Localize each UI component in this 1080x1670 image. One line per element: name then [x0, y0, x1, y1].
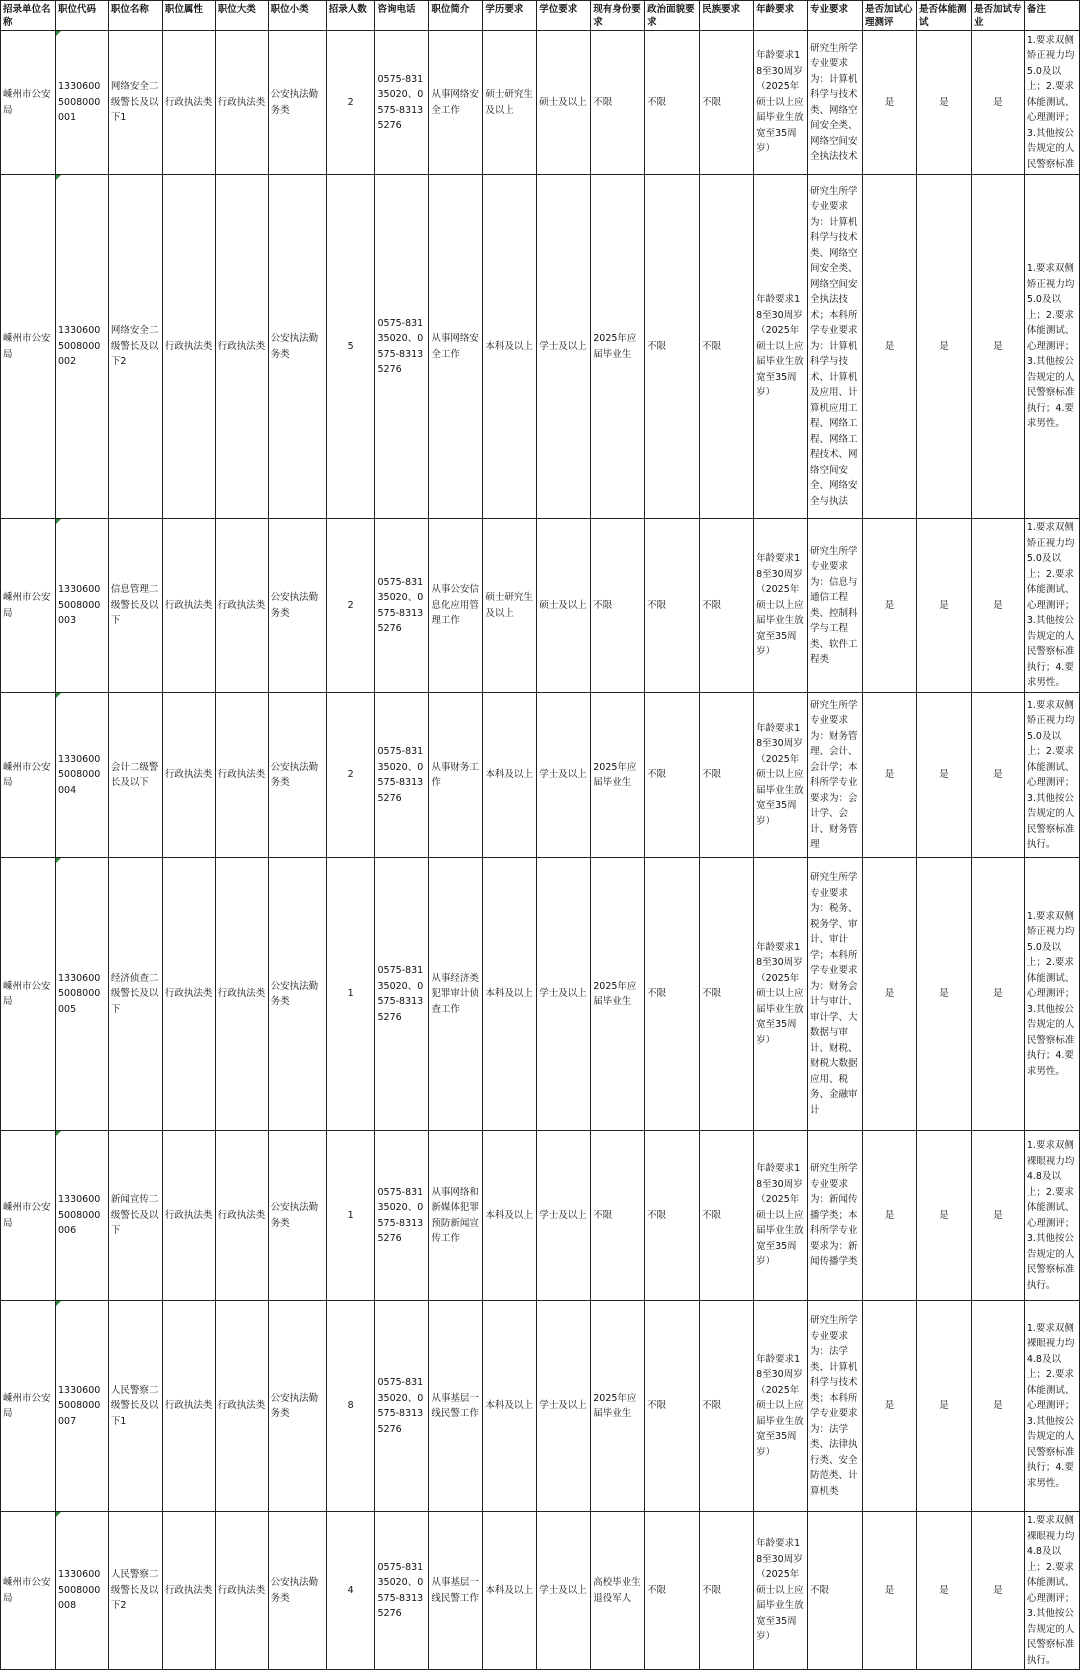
minor-cat-cell: 公安执法勤务类: [268, 1131, 326, 1301]
code-cell: [55, 693, 108, 858]
extra-test-cell: 是: [971, 519, 1024, 693]
identity-cell: 2025年应届毕业生: [591, 175, 645, 519]
edu-cell: 本科及以上: [483, 1512, 537, 1670]
remark-cell: 1.要求双侧裸眼视力均4.8及以上；2.要求体能测试、心理测评；3.其他按公告规定的人民警察标准执行；4.要求男性。: [1024, 1301, 1079, 1512]
title-cell: 人民警察二级警长及以下2: [108, 1512, 162, 1670]
code-cell: [55, 519, 108, 693]
phone-cell: 0575-83135020、0575-83135276: [375, 1512, 429, 1670]
ethnic-cell: 不限: [700, 1301, 754, 1512]
comment-marker-icon: [56, 693, 61, 698]
extra-test-cell: 是: [971, 1131, 1024, 1301]
extra-test-cell: 是: [971, 31, 1024, 175]
major-cat-cell: 行政执法类: [215, 175, 268, 519]
age-cell: 年龄要求18至30周岁（2025年硕士以上应届毕业生放宽至35周岁）: [754, 1131, 808, 1301]
degree-cell: 学士及以上: [537, 1131, 591, 1301]
physical-test-cell: 是: [916, 693, 971, 858]
comment-marker-icon: [56, 858, 61, 863]
physical-test-cell: 是: [916, 1301, 971, 1512]
header-cell: 招录单位名称: [1, 1, 56, 31]
degree-cell: 学士及以上: [537, 1512, 591, 1670]
physical-test-cell: 是: [916, 519, 971, 693]
table-row: [1, 31, 1080, 175]
count-cell: 1: [326, 1131, 375, 1301]
count-cell: 8: [326, 1301, 375, 1512]
comment-marker-icon: [56, 175, 61, 180]
header-cell: 是否加试专业: [971, 1, 1024, 31]
major-cat-cell: 行政执法类: [215, 693, 268, 858]
code-text: 13306005008000007: [57, 1384, 101, 1427]
identity-cell: 不限: [591, 519, 645, 693]
code-text: 13306005008000003: [57, 584, 101, 627]
header-cell: 职位简介: [429, 1, 483, 31]
title-cell: 经济侦查二级警长及以下: [108, 858, 162, 1131]
title-cell: 人民警察二级警长及以下1: [108, 1301, 162, 1512]
intro-cell: 从事网络安全工作: [429, 175, 483, 519]
minor-cat-cell: 公安执法勤务类: [268, 858, 326, 1131]
degree-cell: 学士及以上: [537, 1301, 591, 1512]
political-cell: 不限: [645, 858, 700, 1131]
edu-cell: 本科及以上: [483, 1131, 537, 1301]
psych-test-cell: 是: [863, 693, 917, 858]
intro-cell: 从事基层一线民警工作: [429, 1301, 483, 1512]
attr-cell: 行政执法类: [162, 519, 215, 693]
psych-test-cell: 是: [863, 1512, 917, 1670]
extra-test-cell: 是: [971, 1301, 1024, 1512]
age-cell: 年龄要求18至30周岁（2025年硕士以上应届毕业生放宽至35周岁）: [754, 519, 808, 693]
age-cell: 年龄要求18至30周岁（2025年硕士以上应届毕业生放宽至35周岁）: [754, 31, 808, 175]
minor-cat-cell: 公安执法勤务类: [268, 31, 326, 175]
minor-cat-cell: 公安执法勤务类: [268, 175, 326, 519]
table-row: [1, 1512, 1080, 1670]
intro-cell: 从事经济类犯罪审计侦查工作: [429, 858, 483, 1131]
identity-cell: 2025年应届毕业生: [591, 858, 645, 1131]
table-row: [1, 858, 1080, 1131]
intro-cell: 从事网络和新媒体犯罪预防新闻宣传工作: [429, 1131, 483, 1301]
count-cell: 2: [326, 693, 375, 858]
phone-cell: 0575-83135020、0575-83135276: [375, 31, 429, 175]
header-cell: 是否体能测试: [916, 1, 971, 31]
remark-cell: 1.要求双侧矫正视力均5.0及以上；2.要求体能测试、心理测评；3.其他按公告规定的人民警察标准执行；4.要求男性。: [1024, 519, 1079, 693]
physical-test-cell: 是: [916, 31, 971, 175]
intro-cell: 从事基层一线民警工作: [429, 1512, 483, 1670]
code-text: 13306005008000008: [57, 1569, 101, 1612]
code-text: 13306005008000005: [57, 972, 101, 1015]
comment-marker-icon: [56, 519, 61, 524]
major-req-cell: 研究生所学专业要求为：财务管理、会计、会计学；本科所学专业要求为：会计学、会计、财务管理: [808, 693, 863, 858]
degree-cell: 学士及以上: [537, 175, 591, 519]
comment-marker-icon: [56, 1512, 61, 1517]
code-cell: [55, 858, 108, 1131]
unit-cell: 嵊州市公安局: [1, 175, 56, 519]
extra-test-cell: 是: [971, 1512, 1024, 1670]
political-cell: 不限: [645, 519, 700, 693]
header-cell: 现有身份要求: [591, 1, 645, 31]
major-req-cell: 研究生所学专业要求为：信息与通信工程类、控制科学与工程类、软件工程类: [808, 519, 863, 693]
ethnic-cell: 不限: [700, 175, 754, 519]
attr-cell: 行政执法类: [162, 175, 215, 519]
count-cell: 4: [326, 1512, 375, 1670]
minor-cat-cell: 公安执法勤务类: [268, 1301, 326, 1512]
major-req-cell: 研究生所学专业要求为：新闻传播学类；本科所学专业要求为：新闻传播学类: [808, 1131, 863, 1301]
header-cell: 民族要求: [700, 1, 754, 31]
header-cell: 职位名称: [108, 1, 162, 31]
code-text: 13306005008000006: [57, 1194, 101, 1237]
header-cell: 职位代码: [55, 1, 108, 31]
header-cell: 学历要求: [483, 1, 537, 31]
unit-cell: 嵊州市公安局: [1, 31, 56, 175]
header-cell: 咨询电话: [375, 1, 429, 31]
comment-marker-icon: [56, 1301, 61, 1306]
identity-cell: 2025年应届毕业生: [591, 1301, 645, 1512]
code-cell: [55, 1512, 108, 1670]
count-cell: 2: [326, 519, 375, 693]
major-req-cell: 研究生所学专业要求为：计算机科学与技术类、网络空间安全类、网络空间安全执法技术；本科所学专业要求为：计算机科学与技术、计算机及应用、计算机应用工程、网络工程、网络工程技术、网络空间安全、网络安全与执法: [808, 175, 863, 519]
ethnic-cell: 不限: [700, 31, 754, 175]
title-cell: 网络安全二级警长及以下2: [108, 175, 162, 519]
degree-cell: 硕士及以上: [537, 519, 591, 693]
unit-cell: 嵊州市公安局: [1, 1512, 56, 1670]
header-cell: 招录人数: [326, 1, 375, 31]
attr-cell: 行政执法类: [162, 858, 215, 1131]
comment-marker-icon: [56, 31, 61, 36]
major-cat-cell: 行政执法类: [215, 1301, 268, 1512]
psych-test-cell: 是: [863, 1131, 917, 1301]
code-cell: [55, 175, 108, 519]
physical-test-cell: 是: [916, 1512, 971, 1670]
edu-cell: 本科及以上: [483, 1301, 537, 1512]
title-cell: 网络安全二级警长及以下1: [108, 31, 162, 175]
edu-cell: 本科及以上: [483, 693, 537, 858]
identity-cell: 不限: [591, 31, 645, 175]
unit-cell: 嵊州市公安局: [1, 1131, 56, 1301]
age-cell: 年龄要求18至30周岁（2025年硕士以上应届毕业生放宽至35周岁）: [754, 1512, 808, 1670]
psych-test-cell: 是: [863, 175, 917, 519]
minor-cat-cell: 公安执法勤务类: [268, 519, 326, 693]
intro-cell: 从事公安信息化应用管理工作: [429, 519, 483, 693]
major-cat-cell: 行政执法类: [215, 858, 268, 1131]
minor-cat-cell: 公安执法勤务类: [268, 1512, 326, 1670]
phone-cell: 0575-83135020、0575-83135276: [375, 1131, 429, 1301]
extra-test-cell: 是: [971, 693, 1024, 858]
header-cell: 备注: [1024, 1, 1079, 31]
degree-cell: 硕士及以上: [537, 31, 591, 175]
ethnic-cell: 不限: [700, 693, 754, 858]
attr-cell: 行政执法类: [162, 1301, 215, 1512]
count-cell: 5: [326, 175, 375, 519]
major-req-cell: 研究生所学专业要求为：税务、税务学、审计、审计学；本科所学专业要求为：财务会计与审计、审计学、大数据与审计、财税、财税大数据应用、税务、金融审计: [808, 858, 863, 1131]
identity-cell: 不限: [591, 1131, 645, 1301]
table-row: [1, 1131, 1080, 1301]
physical-test-cell: 是: [916, 1131, 971, 1301]
political-cell: 不限: [645, 175, 700, 519]
unit-cell: 嵊州市公安局: [1, 1301, 56, 1512]
remark-cell: 1.要求双侧裸眼视力均4.8及以上；2.要求体能测试、心理测评；3.其他按公告规定的人民警察标准执行。: [1024, 1512, 1079, 1670]
age-cell: 年龄要求18至30周岁（2025年硕士以上应届毕业生放宽至35周岁）: [754, 858, 808, 1131]
extra-test-cell: 是: [971, 858, 1024, 1131]
political-cell: 不限: [645, 31, 700, 175]
title-cell: 会计二级警长及以下: [108, 693, 162, 858]
table-row: [1, 519, 1080, 693]
count-cell: 2: [326, 31, 375, 175]
phone-cell: 0575-83135020、0575-83135276: [375, 1301, 429, 1512]
attr-cell: 行政执法类: [162, 1131, 215, 1301]
header-cell: 年龄要求: [754, 1, 808, 31]
table-row: [1, 1301, 1080, 1512]
political-cell: 不限: [645, 1301, 700, 1512]
age-cell: 年龄要求18至30周岁（2025年硕士以上应届毕业生放宽至35周岁）: [754, 175, 808, 519]
edu-cell: 硕士研究生及以上: [483, 31, 537, 175]
identity-cell: 2025年应届毕业生: [591, 693, 645, 858]
major-req-cell: 研究生所学专业要求为：法学类、计算机科学与技术类；本科所学专业要求为：法学类、法律执行类、安全防范类、计算机类: [808, 1301, 863, 1512]
remark-cell: 1.要求双侧矫正视力均5.0及以上；2.要求体能测试、心理测评；3.其他按公告规定的人民警察标准执行。: [1024, 693, 1079, 858]
physical-test-cell: 是: [916, 175, 971, 519]
code-cell: [55, 1131, 108, 1301]
degree-cell: 学士及以上: [537, 858, 591, 1131]
unit-cell: 嵊州市公安局: [1, 693, 56, 858]
remark-cell: 1.要求双侧矫正视力均5.0及以上；2.要求体能测试、心理测评；3.其他按公告规定的人民警察标准执行；4.要求男性。: [1024, 175, 1079, 519]
phone-cell: 0575-83135020、0575-83135276: [375, 175, 429, 519]
header-cell: 职位小类: [268, 1, 326, 31]
table-row: [1, 693, 1080, 858]
attr-cell: 行政执法类: [162, 693, 215, 858]
table-row: [1, 175, 1080, 519]
intro-cell: 从事财务工作: [429, 693, 483, 858]
code-text: 13306005008000004: [57, 753, 101, 796]
phone-cell: 0575-83135020、0575-83135276: [375, 519, 429, 693]
remark-cell: 1.要求双侧矫正视力均5.0及以上；2.要求体能测试、心理测评；3.其他按公告规定的人民警察标准执行；4.要求男性。: [1024, 858, 1079, 1131]
comment-marker-icon: [56, 1131, 61, 1136]
ethnic-cell: 不限: [700, 858, 754, 1131]
psych-test-cell: 是: [863, 519, 917, 693]
age-cell: 年龄要求18至30周岁（2025年硕士以上应届毕业生放宽至35周岁）: [754, 693, 808, 858]
remark-cell: 1.要求双侧裸眼视力均4.8及以上；2.要求体能测试、心理测评；3.其他按公告规定的人民警察标准执行。: [1024, 1131, 1079, 1301]
remark-cell: 1.要求双侧矫正视力均5.0及以上；2.要求体能测试、心理测评；3.其他按公告规定的人民警察标准: [1024, 31, 1079, 175]
phone-cell: 0575-83135020、0575-83135276: [375, 858, 429, 1131]
header-cell: 是否加试心理测评: [863, 1, 917, 31]
code-cell: [55, 1301, 108, 1512]
header-cell: 政治面貌要求: [645, 1, 700, 31]
unit-cell: 嵊州市公安局: [1, 858, 56, 1131]
code-text: 13306005008000001: [57, 81, 101, 124]
edu-cell: 本科及以上: [483, 175, 537, 519]
major-req-cell: 不限: [808, 1512, 863, 1670]
degree-cell: 学士及以上: [537, 693, 591, 858]
ethnic-cell: 不限: [700, 519, 754, 693]
title-cell: 信息管理二级警长及以下: [108, 519, 162, 693]
psych-test-cell: 是: [863, 31, 917, 175]
major-cat-cell: 行政执法类: [215, 1131, 268, 1301]
header-cell: 专业要求: [808, 1, 863, 31]
phone-cell: 0575-83135020、0575-83135276: [375, 693, 429, 858]
ethnic-cell: 不限: [700, 1512, 754, 1670]
edu-cell: 硕士研究生及以上: [483, 519, 537, 693]
header-cell: 职位大类: [215, 1, 268, 31]
unit-cell: 嵊州市公安局: [1, 519, 56, 693]
physical-test-cell: 是: [916, 858, 971, 1131]
major-cat-cell: 行政执法类: [215, 1512, 268, 1670]
identity-cell: 高校毕业生退役军人: [591, 1512, 645, 1670]
major-req-cell: 研究生所学专业要求为：计算机科学与技术类、网络空间安全类、网络空间安全执法技术: [808, 31, 863, 175]
code-text: 13306005008000002: [57, 325, 101, 368]
major-cat-cell: 行政执法类: [215, 31, 268, 175]
header-cell: 职位属性: [162, 1, 215, 31]
psych-test-cell: 是: [863, 1301, 917, 1512]
edu-cell: 本科及以上: [483, 858, 537, 1131]
title-cell: 新闻宣传二级警长及以下: [108, 1131, 162, 1301]
attr-cell: 行政执法类: [162, 31, 215, 175]
count-cell: 1: [326, 858, 375, 1131]
header-cell: 学位要求: [537, 1, 591, 31]
attr-cell: 行政执法类: [162, 1512, 215, 1670]
political-cell: 不限: [645, 1131, 700, 1301]
extra-test-cell: 是: [971, 175, 1024, 519]
age-cell: 年龄要求18至30周岁（2025年硕士以上应届毕业生放宽至35周岁）: [754, 1301, 808, 1512]
psych-test-cell: 是: [863, 858, 917, 1131]
intro-cell: 从事网络安全工作: [429, 31, 483, 175]
code-cell: [55, 31, 108, 175]
political-cell: 不限: [645, 693, 700, 858]
major-cat-cell: 行政执法类: [215, 519, 268, 693]
ethnic-cell: 不限: [700, 1131, 754, 1301]
minor-cat-cell: 公安执法勤务类: [268, 693, 326, 858]
political-cell: 不限: [645, 1512, 700, 1670]
header-row: [1, 1, 1080, 31]
